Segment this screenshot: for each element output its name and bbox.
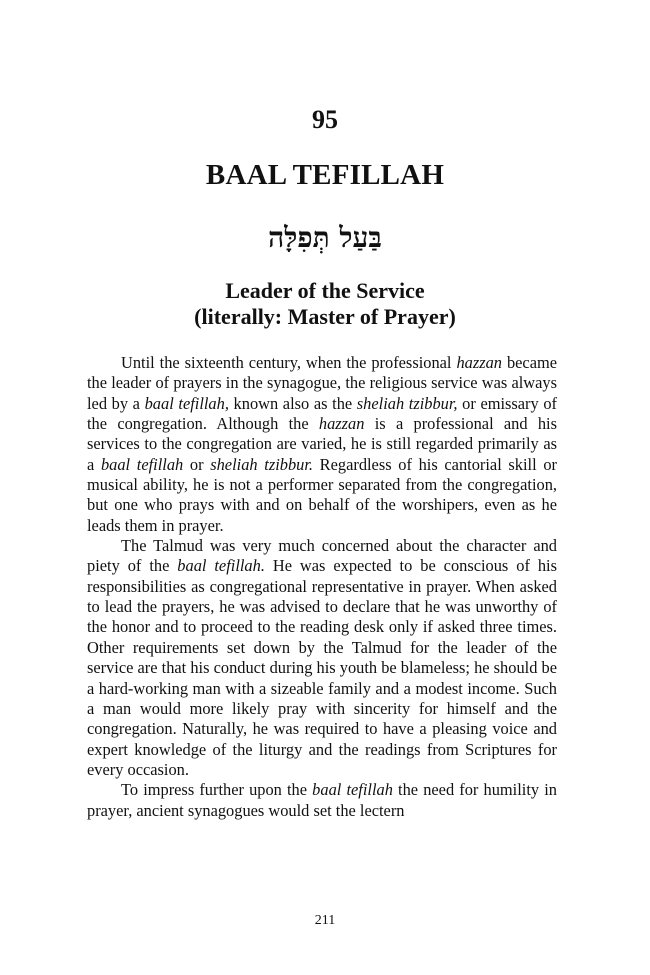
chapter-title: BAAL TEFILLAH (205, 159, 445, 191)
italic-term: baal tefillah (312, 780, 393, 800)
text-run: known also as the (228, 393, 357, 413)
subtitle-line-2: (literally: Master of Prayer) (194, 304, 456, 329)
text-run: Until the sixteenth century, when the professional (121, 353, 457, 372)
subtitle-line-1: Leader of the Service (225, 278, 425, 303)
chapter-subtitle (0, 278, 650, 330)
text-run: To impress further upon the (121, 780, 313, 800)
hebrew-title: בַּעַל תְּפִלָּה (268, 221, 382, 254)
text-run: The Talmud was very much concerned about the character and piety of the (87, 536, 557, 576)
text-run: Regardless of his cantorial skill or musical ability, he is not a performer separated from the congregation, but one who prays with and on behalf of the worshipers, even as he leads them in prayer. (87, 454, 557, 535)
text-run: the need for humility in prayer, ancient synagogues would set the lectern (87, 780, 557, 820)
text-run: or (183, 454, 211, 474)
paragraph (87, 780, 557, 821)
body-text (87, 353, 557, 821)
paragraph (87, 353, 557, 536)
italic-term: sheliah tzibbur, (356, 393, 458, 413)
italic-term: hazzan (456, 353, 502, 372)
italic-term: sheliah tzibbur. (210, 454, 313, 474)
text-run: became the leader of prayers in the synagogue, the religious service was always led by a (87, 353, 557, 413)
text-run: He was expected to be conscious of his responsibilities as congregational representative in prayer. When asked to lead the prayers, he was advised to declare that he was unworthy of the honor and to proceed to the reading desk only if asked three times. Other requirements set down by the Talmud for the leader of the service are that his conduct during his youth be blameless; he should be a hard-working man with a sizeable family and a modest income. Such a man would more likely pray with sincerity for himself and the congregation. Naturally, he was required to have a pleasing voice and expert knowledge of the liturgy and the readings from Scriptures for every occasion. (87, 556, 557, 779)
page-number: 211 (314, 913, 336, 928)
paragraph (87, 536, 557, 780)
italic-term: baal tefillah, (144, 393, 229, 413)
italic-term: hazzan (318, 414, 365, 434)
text-run: or emissary of the congregation. Although the (87, 393, 557, 434)
italic-term: baal tefillah (100, 454, 184, 474)
chapter-number: 95 (312, 105, 338, 134)
italic-term: baal tefillah. (177, 556, 265, 576)
text-run: is a professional and his services to the congregation are varied, he is still regarded primarily as a (87, 414, 557, 474)
